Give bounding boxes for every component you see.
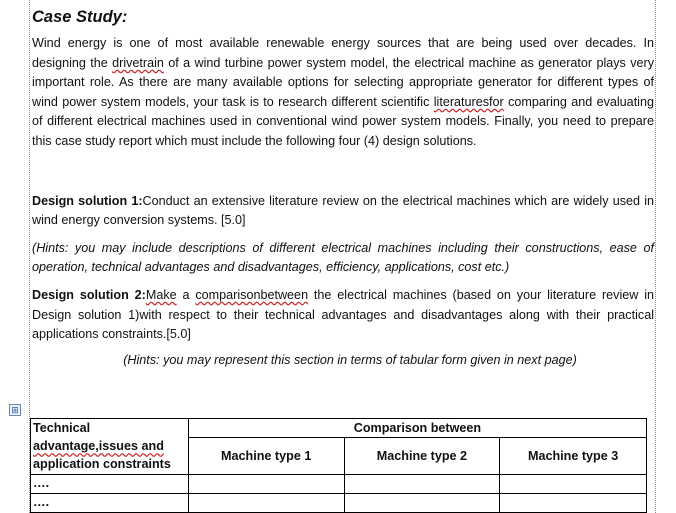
- intro-text-1: Wind energy is one of most available renewable energy sources that are being used over decades. In designing the: [32, 36, 654, 70]
- table-cell[interactable]: [344, 475, 500, 494]
- row-header-line-1: Technical: [33, 421, 91, 435]
- machine-type-2-header[interactable]: Machine type 2: [344, 438, 500, 475]
- design-solution-2: [32, 286, 654, 345]
- row-header-cell[interactable]: [31, 419, 189, 475]
- machine-type-3-header[interactable]: Machine type 3: [500, 438, 647, 475]
- intro-text-2: of a wind turbine power system model, the electrical machine as generator plays very important role. As there are many available options for selecting appropriate generator for different types of wind power system models, your task is to research different scientific: [32, 55, 654, 109]
- hint-2: (Hints: you may represent this section in terms of tabular form given in next page): [123, 352, 577, 367]
- design-solution-2-article: a: [176, 287, 196, 302]
- design-solution-1: [32, 192, 654, 231]
- intro-paragraph: [32, 34, 654, 152]
- table-row: [31, 494, 647, 513]
- spellcheck-word-make: Make: [145, 287, 177, 302]
- machine-type-1-header[interactable]: Machine type 1: [188, 438, 344, 475]
- spellcheck-word-literatures: literaturesfor: [433, 94, 504, 109]
- design-solution-1-label: Design solution 1:: [32, 193, 143, 208]
- table-row: [31, 475, 647, 494]
- design-solution-1-text: Conduct an extensive literature review on the electrical machines which are widely used in wind energy conversion systems. [5.0]: [32, 193, 654, 228]
- table-cell[interactable]: [500, 475, 647, 494]
- hint-1: (Hints: you may include descriptions of different electrical machines including their constructions, ease of operation, technical advantages and disadvantages, efficiency, applications, cost etc.): [32, 240, 654, 275]
- spellcheck-word-comparison: comparisonbetween: [195, 287, 309, 302]
- table-cell-dots-1[interactable]: ….: [31, 475, 189, 494]
- table-cell[interactable]: [188, 494, 344, 513]
- table-cell-dots-2[interactable]: ….: [31, 494, 189, 513]
- row-header-line-2: advantage,issues and: [33, 439, 164, 453]
- design-solution-2-label: Design solution 2:: [32, 287, 146, 302]
- page-title: Case Study:: [32, 8, 128, 26]
- comparison-table: [30, 418, 647, 513]
- intro-text-3: comparing and evaluating of different electrical machines used in conventional wind power system models. Finally, you need to prepare this case study report which must include the following four (4) design solutions.: [32, 94, 654, 148]
- right-margin-guide: [655, 0, 656, 513]
- comparison-header-cell[interactable]: Comparison between: [188, 419, 646, 438]
- table-header-row-1: [31, 419, 647, 438]
- table-cell[interactable]: [344, 494, 500, 513]
- document-body: [32, 6, 654, 377]
- design-solution-2-text: the electrical machines (based on your literature review in Design solution 1)with respect to their technical advantages and disadvantages along with their practical applications constraints.[5.0]: [32, 287, 654, 342]
- spellcheck-word-drivetrain: drivetrain: [112, 55, 164, 70]
- row-header-line-3: application constraints: [33, 457, 171, 471]
- table-move-handle-icon[interactable]: ⊞: [9, 404, 21, 416]
- table-cell[interactable]: [188, 475, 344, 494]
- table-cell[interactable]: [500, 494, 647, 513]
